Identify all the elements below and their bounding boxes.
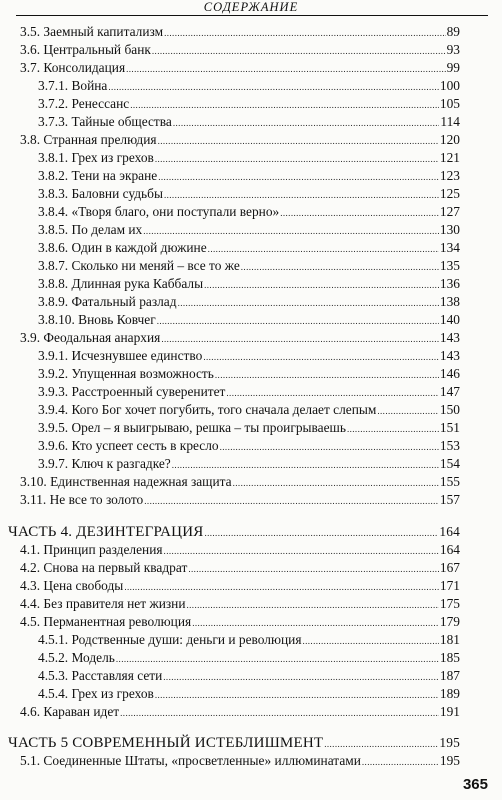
entry-title: 4.3. Цена свободы [20, 578, 124, 593]
entry-title: 3.9. Феодальная анархия [20, 330, 161, 345]
entry-title: 3.8.4. «Творя благо, они поступали верно» [38, 204, 280, 219]
toc-entry [20, 59, 460, 76]
entry-title: 3.9.5. Орел – я выигрываю, решка – ты проигрываешь [38, 420, 346, 435]
toc-entry [20, 541, 460, 558]
header-title: СОДЕРЖАНИЕ [203, 0, 299, 14]
toc-entry [38, 667, 460, 684]
entry-page: 150 [439, 402, 460, 417]
toc-entry [20, 131, 460, 148]
entry-title: 3.7.1. Война [38, 78, 108, 93]
entry-title: ЧАСТЬ 4. ДЕЗИНТЕГРАЦИЯ [8, 524, 204, 540]
toc-entry [38, 275, 460, 292]
toc-entry [38, 685, 460, 702]
entry-title: 3.8.1. Грех из грехов [38, 150, 154, 165]
leader-dots [172, 457, 439, 474]
entry-page: 164 [439, 524, 460, 539]
entry-title: 3.6. Центральный банк [20, 42, 151, 57]
toc-entry [38, 649, 460, 666]
entry-page: 195 [439, 753, 460, 768]
entry-page: 157 [439, 492, 460, 507]
toc-entry [38, 311, 460, 328]
entry-page: 154 [439, 456, 460, 471]
leader-dots [188, 561, 439, 578]
toc-entry [20, 491, 460, 508]
entry-page: 189 [439, 686, 460, 701]
entry-page: 171 [439, 578, 460, 593]
entry-title: 3.8.3. Баловни судьбы [38, 186, 163, 201]
entry-page: 120 [439, 132, 460, 147]
toc-entry [38, 293, 460, 310]
entry-page: 136 [439, 276, 460, 291]
entry-page: 155 [439, 474, 460, 489]
entry-title: 5.1. Соединенные Штаты, «просветленные» иллюминатами [20, 753, 361, 768]
toc-entry [38, 455, 460, 472]
leader-dots [362, 754, 439, 771]
entry-title: 4.6. Караван идет [20, 704, 120, 719]
entry-page: 130 [439, 222, 460, 237]
entry-title: 4.2. Снова на первый квадрат [20, 560, 188, 575]
toc-entry [38, 95, 460, 112]
entry-page: 123 [439, 168, 460, 183]
toc-entry [20, 595, 460, 612]
toc-entry [38, 221, 460, 238]
toc-entry [38, 365, 460, 382]
entry-title: 4.1. Принцип разделения [20, 542, 163, 557]
entry-title: 3.8.8. Длинная рука Каббалы [38, 276, 204, 291]
entry-page: 146 [439, 366, 460, 381]
leader-dots [157, 313, 439, 330]
entry-title: 3.8. Странная прелюдия [20, 132, 157, 147]
entry-title: 4.5.3. Расставляя сети [38, 668, 163, 683]
toc-entry [20, 329, 460, 346]
toc-entry [20, 577, 460, 594]
leader-dots [226, 385, 439, 402]
toc-entry [38, 203, 460, 220]
entry-title: 3.8.5. По делам их [38, 222, 143, 237]
leader-dots [208, 241, 439, 258]
leader-dots [324, 736, 438, 753]
entry-title: 3.8.7. Сколько ни меняй – все то же [38, 258, 240, 273]
entry-page: 187 [439, 668, 460, 683]
entry-title: 4.5.4. Грех из грехов [38, 686, 154, 701]
entry-title: 3.9.3. Расстроенный суверенитет [38, 384, 226, 399]
entry-page: 151 [439, 420, 460, 435]
entry-title: 4.5. Перманентная революция [20, 614, 192, 629]
leader-dots [215, 367, 439, 384]
leader-dots [144, 493, 439, 510]
leader-dots [120, 705, 439, 722]
entry-title: 3.8.10. Вновь Ковчег [38, 312, 156, 327]
toc-entry [38, 167, 460, 184]
entry-page: 138 [439, 294, 460, 309]
leader-dots [187, 597, 439, 614]
entry-page: 143 [439, 330, 460, 345]
leader-dots [192, 615, 439, 632]
entry-page: 134 [439, 240, 460, 255]
toc-entry [38, 113, 460, 130]
leader-dots [347, 421, 439, 438]
toc-part-heading [8, 523, 460, 540]
leader-dots [164, 187, 439, 204]
leader-dots [152, 43, 446, 60]
leader-dots [143, 223, 439, 240]
toc-entry [20, 752, 460, 769]
leader-dots [173, 115, 440, 132]
entry-title: 3.9.2. Упущенная возможность [38, 366, 214, 381]
entry-title: 3.11. Не все то золото [20, 492, 144, 507]
toc-entry [38, 149, 460, 166]
toc-entry [38, 383, 460, 400]
entry-page: 127 [439, 204, 460, 219]
entry-page: 179 [439, 614, 460, 629]
entry-page: 143 [439, 348, 460, 363]
leader-dots [178, 295, 439, 312]
leader-dots [163, 669, 439, 686]
entry-page: 121 [439, 150, 460, 165]
entry-title: 3.7.2. Ренессанс [38, 96, 130, 111]
entry-page: 93 [446, 42, 460, 57]
entry-page: 105 [439, 96, 460, 111]
toc-entry [38, 419, 460, 436]
entry-title: ЧАСТЬ 5 СОВРЕМЕННЫЙ ИСТЕБЛИШМЕНТ [8, 735, 324, 751]
leader-dots [161, 331, 439, 348]
entry-title: 3.8.2. Тени на экране [38, 168, 158, 183]
leader-dots [302, 633, 438, 650]
toc-entry [20, 559, 460, 576]
entry-page: 195 [439, 735, 460, 750]
toc-entry [20, 613, 460, 630]
entry-page: 164 [439, 542, 460, 557]
leader-dots [204, 277, 439, 294]
toc-entry [38, 401, 460, 418]
leader-dots [126, 61, 445, 78]
entry-page: 135 [439, 258, 460, 273]
entry-title: 3.9.4. Кого Бог хочет погубить, того сначала делает слепым [38, 402, 377, 417]
entry-page: 147 [439, 384, 460, 399]
toc-entry [38, 77, 460, 94]
leader-dots [158, 133, 439, 150]
entry-title: 3.10. Единственная надежная защита [20, 474, 232, 489]
entry-title: 3.8.6. Один в каждой дюжине [38, 240, 207, 255]
toc-entry [38, 257, 460, 274]
leader-dots [124, 579, 439, 596]
entry-title: 4.4. Без правителя нет жизни [20, 596, 186, 611]
entry-title: 3.9.1. Исчезнувшее единство [38, 348, 203, 363]
entry-title: 3.7.3. Тайные общества [38, 114, 172, 129]
entry-page: 191 [439, 704, 460, 719]
toc-entry [38, 437, 460, 454]
entry-page: 99 [446, 60, 460, 75]
entry-title: 4.5.2. Модель [38, 650, 115, 665]
entry-page: 125 [439, 186, 460, 201]
toc-entry [20, 703, 460, 720]
toc-entry [20, 23, 460, 40]
leader-dots [203, 349, 439, 366]
entry-title: 3.5. Заемный капитализм [20, 24, 164, 39]
entry-page: 175 [439, 596, 460, 611]
entry-page: 185 [439, 650, 460, 665]
entry-page: 89 [446, 24, 460, 39]
entry-page: 100 [439, 78, 460, 93]
leader-dots [155, 151, 439, 168]
leader-dots [164, 543, 439, 560]
toc-entry [20, 41, 460, 58]
entry-title: 3.9.7. Ключ к разгадке? [38, 456, 171, 471]
leader-dots [164, 25, 446, 42]
toc-entry [38, 185, 460, 202]
toc-entry [38, 347, 460, 364]
entry-page: 153 [439, 438, 460, 453]
leader-dots [155, 687, 439, 704]
entry-page: 167 [439, 560, 460, 575]
toc-part-heading [8, 734, 460, 751]
entry-title: 3.8.9. Фатальный разлад [38, 294, 177, 309]
leader-dots [233, 475, 439, 492]
entry-page: 114 [440, 114, 460, 129]
leader-dots [158, 169, 439, 186]
leader-dots [280, 205, 439, 222]
toc-entry [38, 631, 460, 648]
leader-dots [220, 439, 439, 456]
entry-page: 181 [439, 632, 460, 647]
toc-entry [38, 239, 460, 256]
entry-title: 3.7. Консолидация [20, 60, 126, 75]
page-number: 365 [462, 776, 488, 793]
leader-dots [130, 97, 439, 114]
entry-page: 140 [439, 312, 460, 327]
entry-title: 4.5.1. Родственные души: деньги и революция [38, 632, 302, 647]
leader-dots [241, 259, 439, 276]
toc-entry [20, 473, 460, 490]
leader-dots [377, 403, 439, 420]
leader-dots [116, 651, 439, 668]
leader-dots [204, 525, 438, 542]
leader-dots [108, 79, 439, 96]
entry-title: 3.9.6. Кто успеет сесть в кресло [38, 438, 219, 453]
